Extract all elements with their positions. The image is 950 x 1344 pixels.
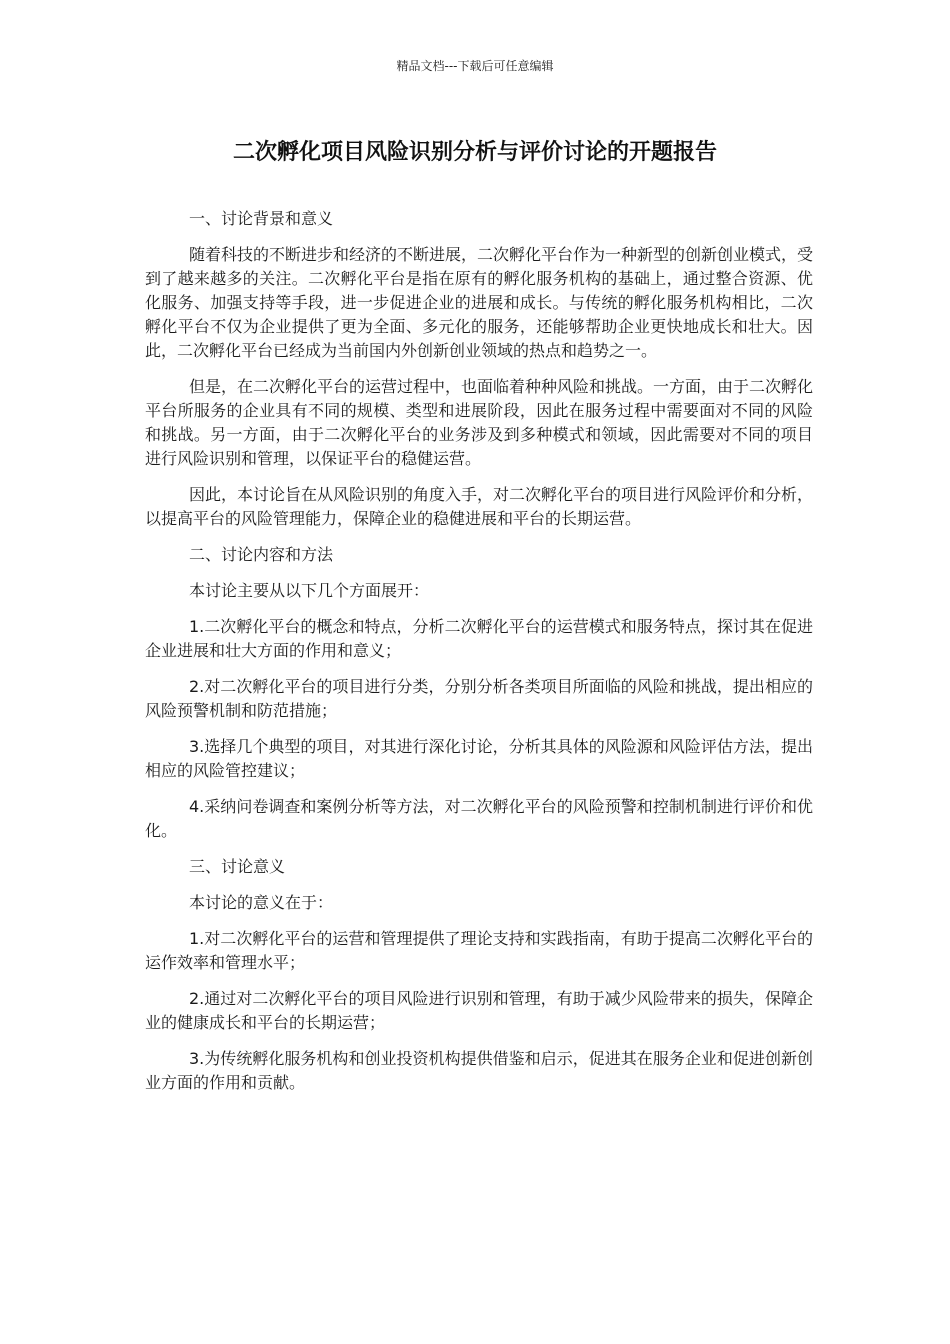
list-item-content-1: 1.二次孵化平台的概念和特点，分析二次孵化平台的运营模式和服务特点，探讨其在促进企业进展和壮大方面的作用和意义； <box>145 617 813 660</box>
section-heading-background: 一、讨论背景和意义 <box>189 209 334 228</box>
section-heading-significance: 三、讨论意义 <box>189 857 286 876</box>
list-item-significance-1: 1.对二次孵化平台的运营和管理提供了理论支持和实践指南，有助于提高二次孵化平台的运作效率和管理水平； <box>145 929 813 972</box>
paragraph-content-intro: 本讨论主要从以下几个方面展开： <box>189 581 430 600</box>
list-item-content-2: 2.对二次孵化平台的项目进行分类，分别分析各类项目所面临的风险和挑战，提出相应的风险预警机制和防范措施； <box>145 677 813 720</box>
paragraph-background-2: 但是，在二次孵化平台的运营过程中，也面临着种种风险和挑战。一方面，由于二次孵化平台所服务的企业具有不同的规模、类型和进展阶段，因此在服务过程中需要面对不同的风险和挑战。另一方面，由于二次孵化平台的业务涉及到多种模式和领域，因此需要对不同的项目进行风险识别和管理，以保证平台的稳健运营。 <box>145 377 814 468</box>
list-item-content-3: 3.选择几个典型的项目，对其进行深化讨论，分析其具体的风险源和风险评估方法，提出相应的风险管控建议； <box>145 737 813 780</box>
list-item-significance-3: 3.为传统孵化服务机构和创业投资机构提供借鉴和启示，促进其在服务企业和促进创新创业方面的作用和贡献。 <box>145 1049 813 1092</box>
list-item-significance-2: 2.通过对二次孵化平台的项目风险进行识别和管理，有助于减少风险带来的损失，保障企业的健康成长和平台的长期运营； <box>145 989 813 1032</box>
page-header-note: 精品文档---下载后可任意编辑 <box>396 59 554 73</box>
paragraph-background-1: 随着科技的不断进步和经济的不断进展，二次孵化平台作为一种新型的创新创业模式，受到了越来越多的关注。二次孵化平台是指在原有的孵化服务机构的基础上，通过整合资源、优化服务、加强支持等手段，进一步促进企业的进展和成长。与传统的孵化服务机构相比，二次孵化平台不仅为企业提供了更为全面、多元化的服务，还能够帮助企业更快地成长和壮大。因此，二次孵化平台已经成为当前国内外创新创业领域的热点和趋势之一。 <box>145 245 814 360</box>
document-title: 二次孵化项目风险识别分析与评价讨论的开题报告 <box>232 140 717 165</box>
document-body <box>145 207 813 1107</box>
list-item-content-4: 4.采纳问卷调查和案例分析等方法，对二次孵化平台的风险预警和控制机制进行评价和优化。 <box>145 797 813 840</box>
paragraph-background-3: 因此，本讨论旨在从风险识别的角度入手，对二次孵化平台的项目进行风险评价和分析，以提高平台的风险管理能力，保障企业的稳健进展和平台的长期运营。 <box>145 485 814 528</box>
paragraph-significance-intro: 本讨论的意义在于： <box>189 893 334 912</box>
section-heading-content-methods: 二、讨论内容和方法 <box>189 545 334 564</box>
